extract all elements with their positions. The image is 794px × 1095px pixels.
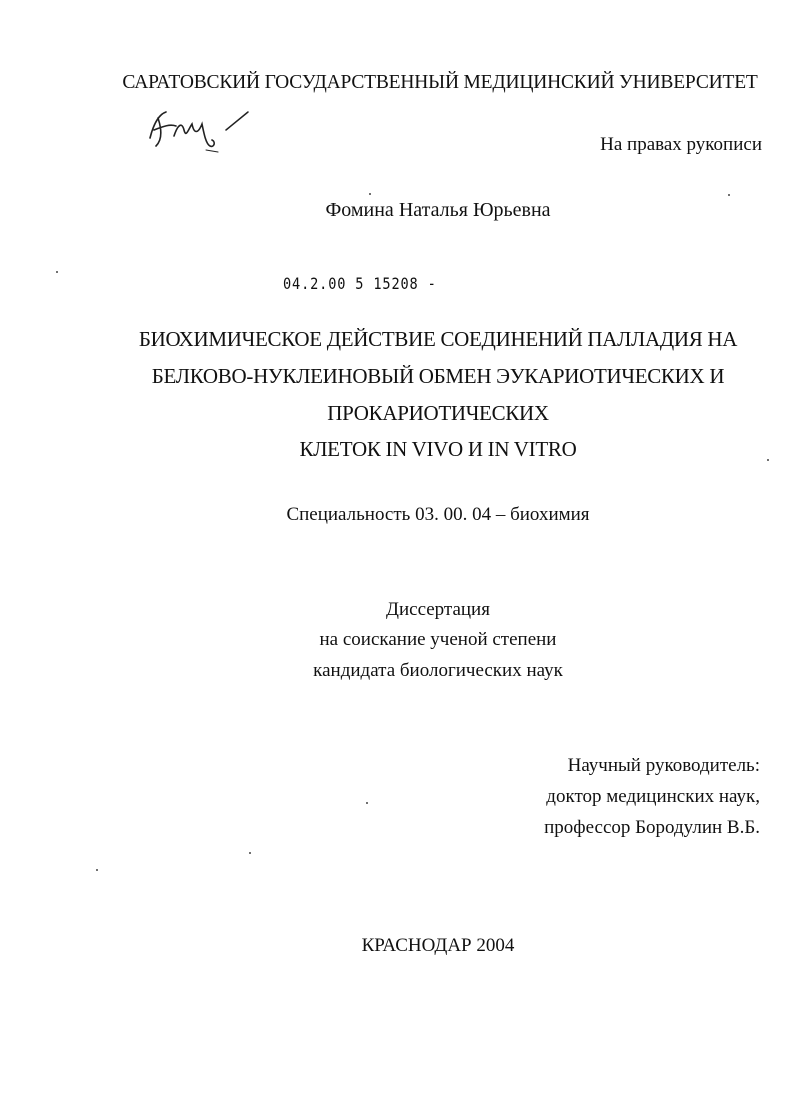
dissertation-line-3: кандидата биологических наук [313, 660, 563, 681]
scan-speck [767, 459, 769, 461]
scan-speck [369, 193, 371, 195]
scan-speck [249, 852, 251, 854]
handwritten-signature-icon [140, 100, 260, 160]
scan-speck [728, 194, 730, 196]
author-name: Фомина Наталья Юрьевна [325, 199, 551, 221]
specialty: Специальность 03. 00. 04 – биохимия [286, 504, 590, 525]
title-line-4: КЛЕТОК IN VIVO И IN VITRO [299, 437, 577, 461]
dissertation-line-2: на соискание ученой степени [319, 629, 557, 650]
scan-speck [96, 869, 98, 871]
dissertation-line-1: Диссертация [386, 599, 490, 620]
supervisor-label: Научный руководитель: [567, 755, 760, 776]
scan-speck [366, 802, 368, 804]
city-year: КРАСНОДАР 2004 [361, 935, 515, 956]
title-line-1: БИОХИМИЧЕСКОЕ ДЕЙСТВИЕ СОЕДИНЕНИЙ ПАЛЛАДИЯ НА [138, 327, 738, 351]
supervisor-name: профессор Бородулин В.Б. [544, 817, 760, 838]
title-line-3: ПРОКАРИОТИЧЕСКИХ [327, 401, 549, 425]
title-line-2: БЕЛКОВО-НУКЛЕИНОВЫЙ ОБМЕН ЭУКАРИОТИЧЕСКИХ И [151, 364, 725, 388]
rights-note: На правах рукописи [600, 134, 762, 155]
scan-speck [56, 271, 58, 273]
university-name: САРАТОВСКИЙ ГОСУДАРСТВЕННЫЙ МЕДИЦИНСКИЙ УНИВЕРСИТЕТ [122, 72, 758, 93]
registration-stamp: 04.2.00 5 15208 - [283, 274, 437, 293]
supervisor-degree: доктор медицинских наук, [546, 786, 760, 807]
